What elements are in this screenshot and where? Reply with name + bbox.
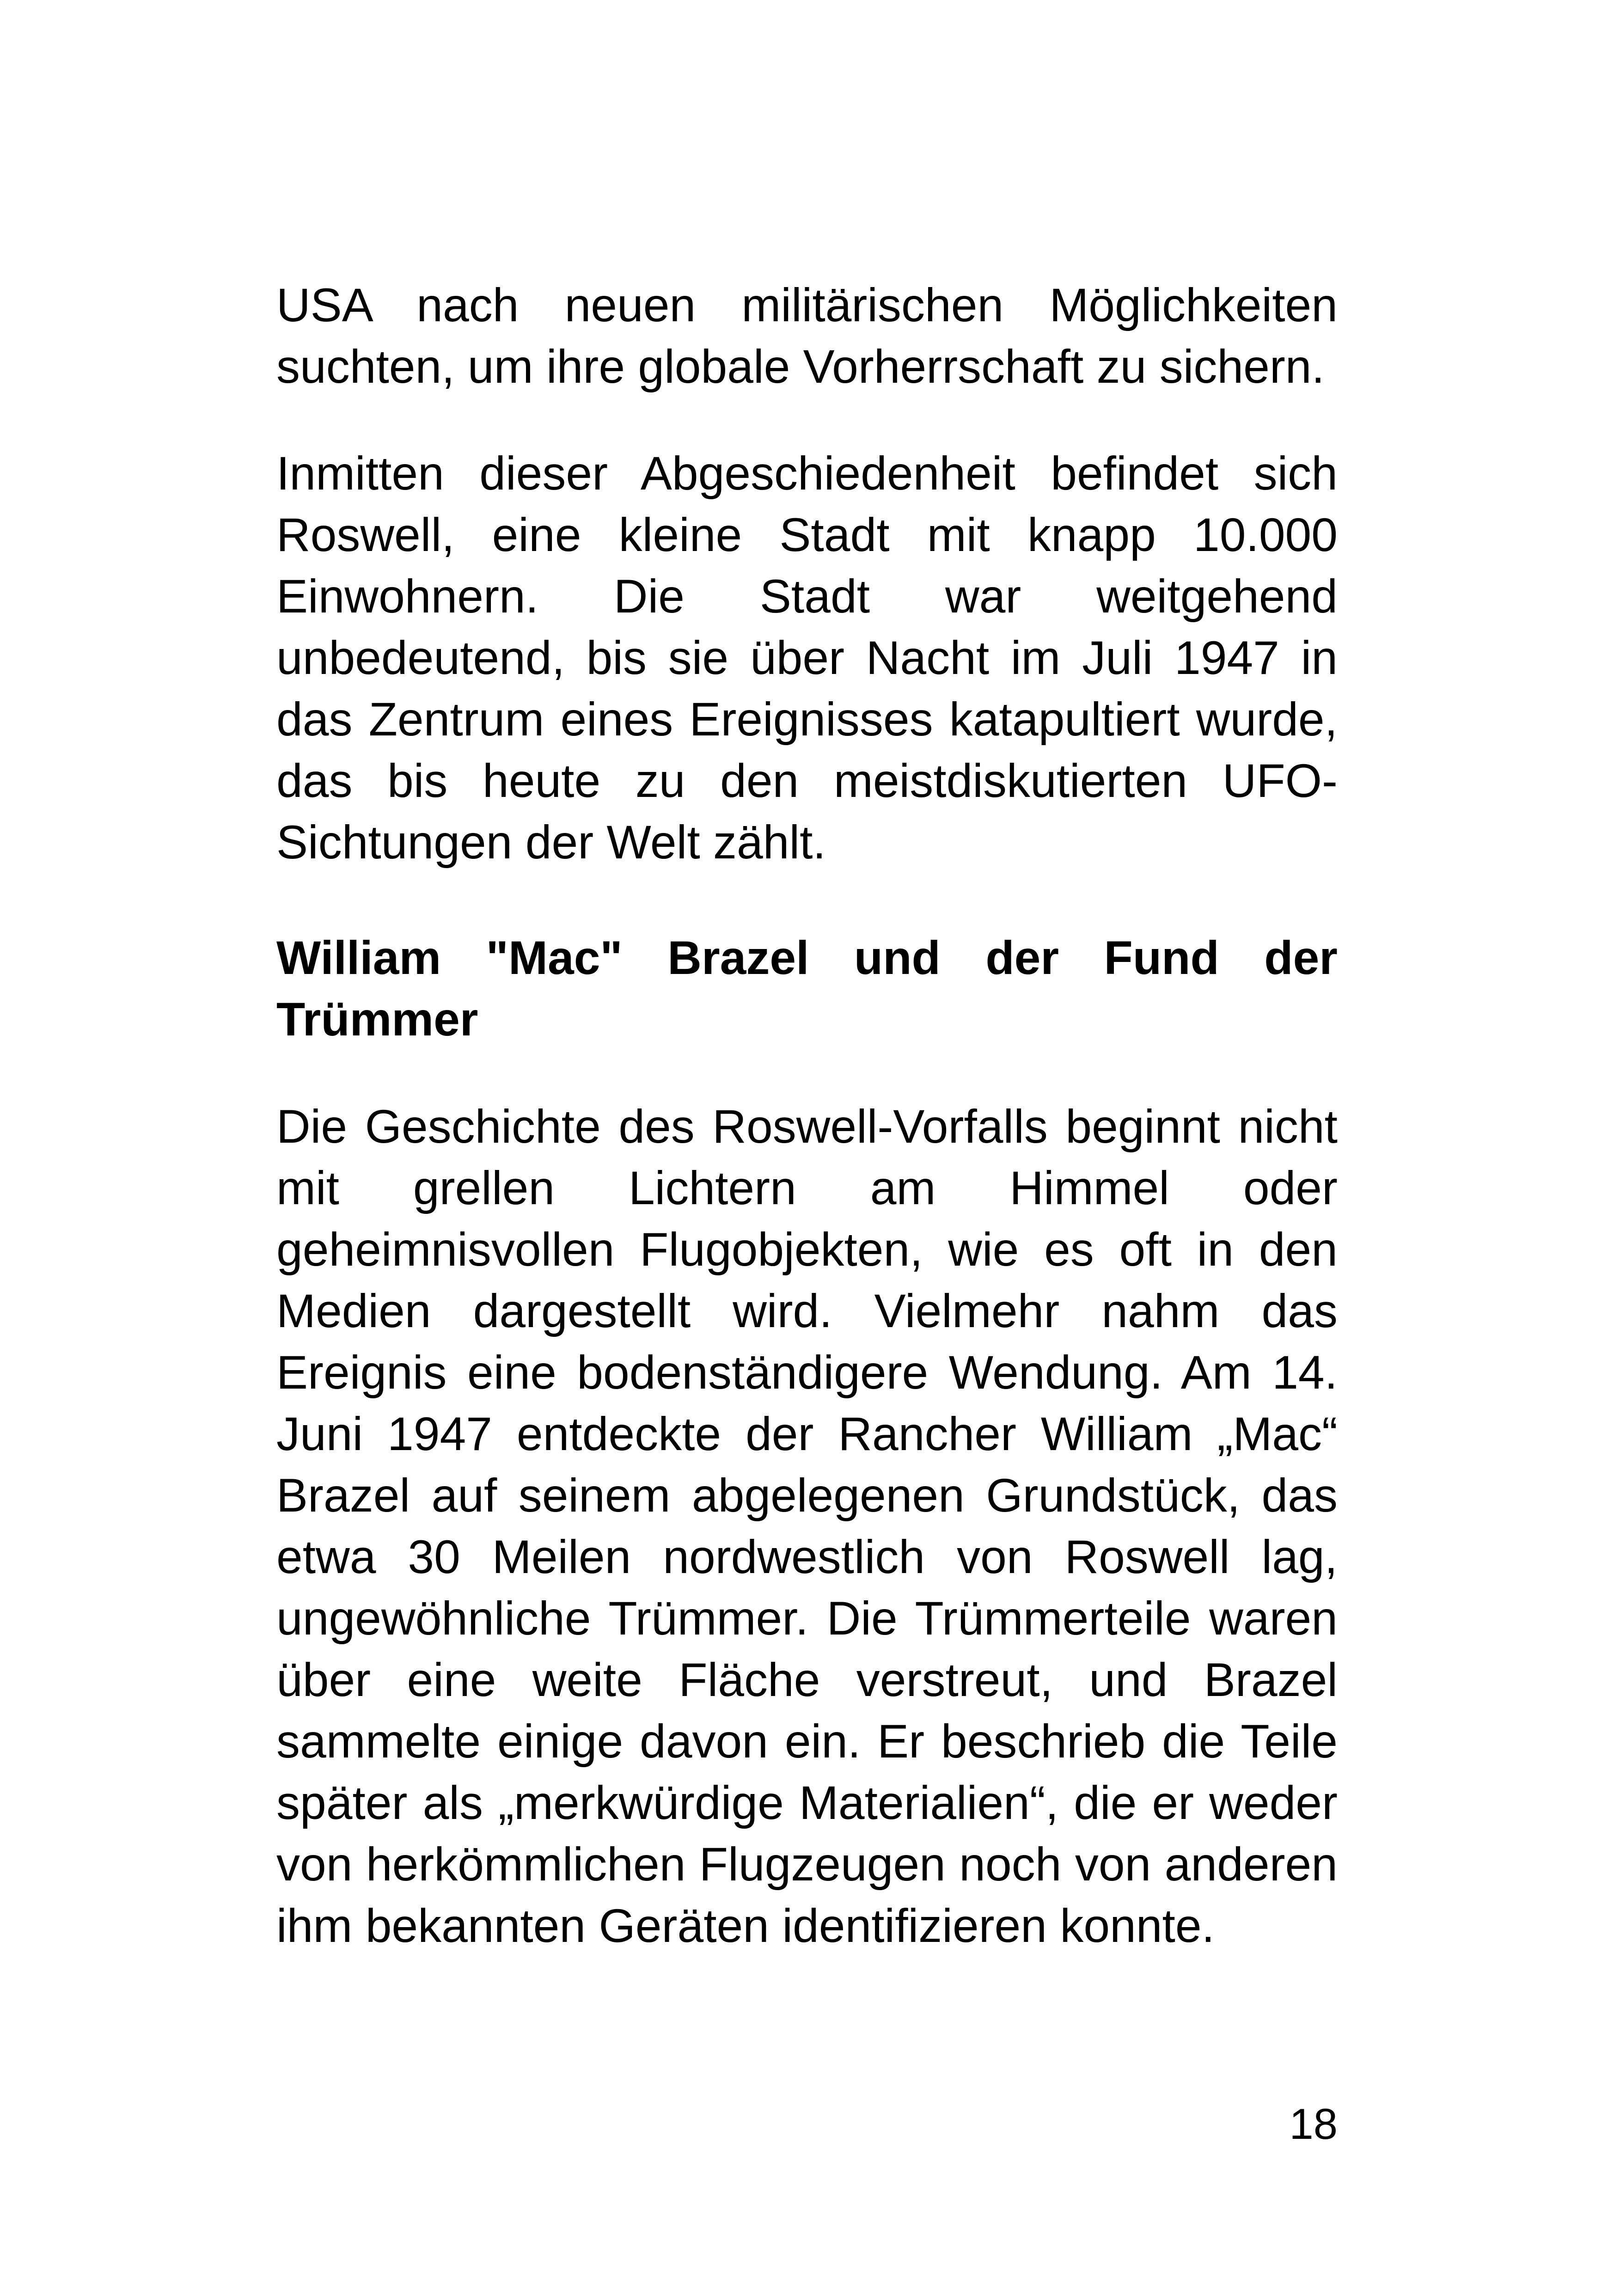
paragraph-intro-continuation: USA nach neuen militärischen Möglichkeiten suchten, um ihre globale Vorherrschaft zu sichern. bbox=[276, 279, 1338, 393]
paragraph-roswell-town: Inmitten dieser Abgeschiedenheit befindet sich Roswell, eine kleine Stadt mit knapp 10.000 Einwohnern. Die Stadt war weitgehend unbedeutend, bis sie über Nacht im Juli 1947 in das Zentrum eines Ereignisses katapultiert wurde, das bis heute zu den meistdiskutierten UFO-Sichtungen der Welt zählt. bbox=[276, 447, 1338, 869]
paragraph-brazel-debris: Die Geschichte des Roswell-Vorfalls beginnt nicht mit grellen Lichtern am Himmel oder geheimnisvollen Flugobjekten, wie es oft in den Medien dargestellt wird. Vielmehr nahm das Ereignis eine bodenständigere Wendung. Am 14. Juni 1947 entdeckte der Rancher William „Mac“ Brazel auf seinem abgelegenen Grundstück, das etwa 30 Meilen nordwestlich von Roswell lag, ungewöhnliche Trümmer. Die Trümmerteile waren über eine weite Fläche verstreut, und Brazel sammelte einige davon ein. Er beschrieb die Teile später als „merkwürdige Materialien“, die er weder von herkömmlichen Flugzeugen noch von anderen ihm bekannten Geräten identifizieren konnte. bbox=[276, 1100, 1338, 1952]
page-number: 18 bbox=[1289, 2100, 1338, 2148]
section-heading: William "Mac" Brazel und der Fund der Trümmer bbox=[276, 931, 1338, 1046]
